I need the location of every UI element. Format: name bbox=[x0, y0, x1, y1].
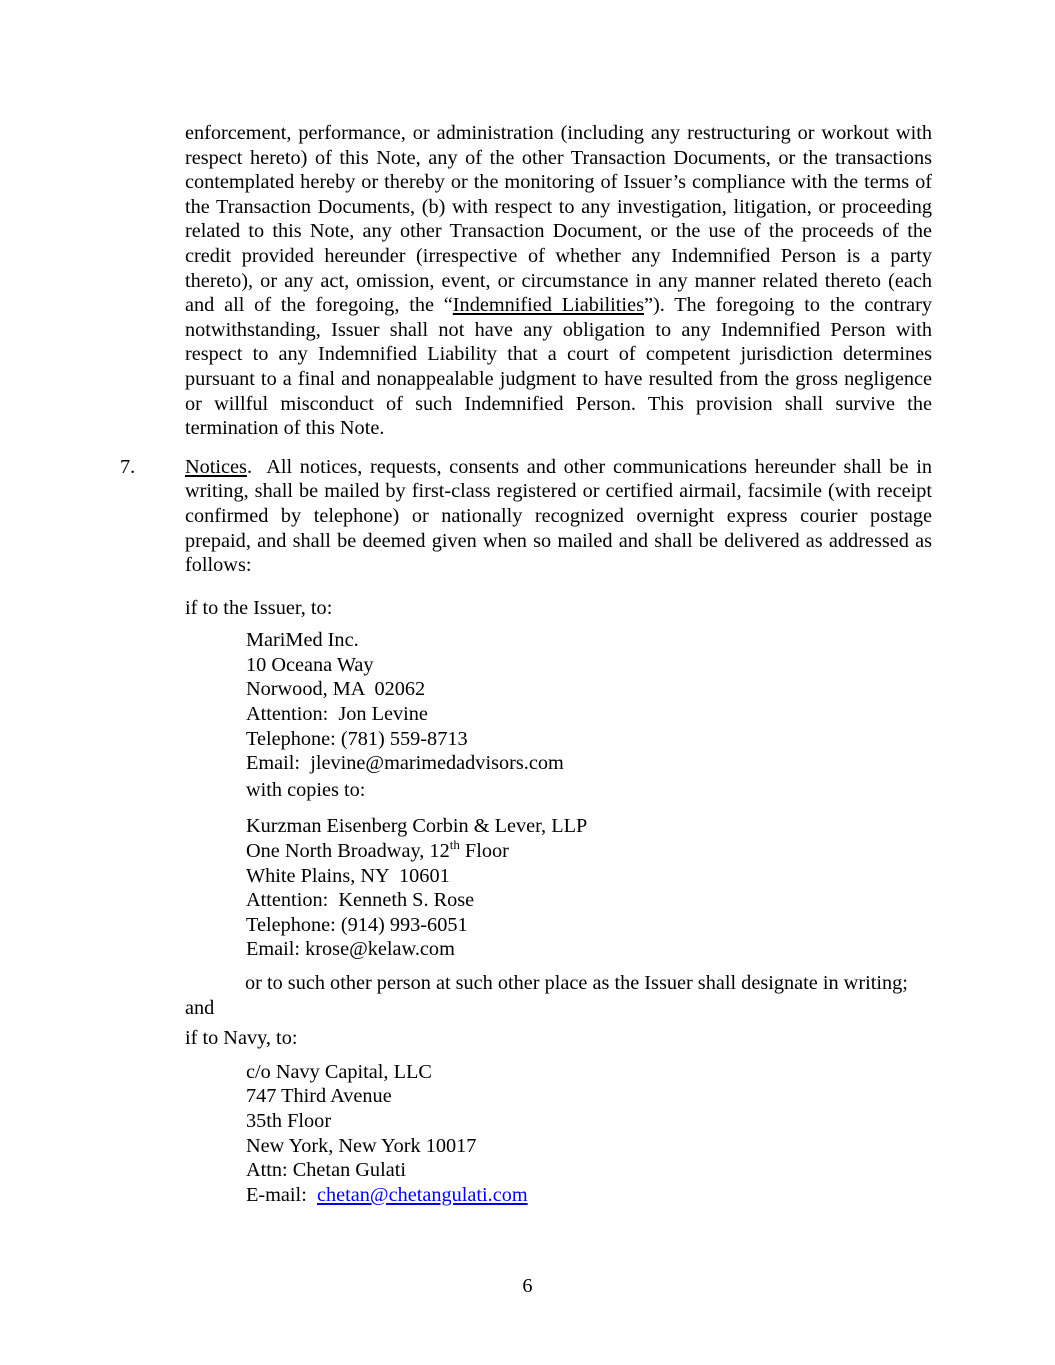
issuer-notice-intro: if to the Issuer, to: bbox=[185, 596, 333, 619]
copies-notice-intro: with copies to: bbox=[246, 778, 366, 801]
address-line: 10 Oceana Way bbox=[246, 653, 374, 676]
address-line: 747 Third Avenue bbox=[246, 1085, 392, 1108]
alternate-notice-line2: and bbox=[185, 996, 215, 1019]
address-line: Telephone: (914) 993-6051 bbox=[246, 913, 468, 936]
section-7-notices bbox=[120, 455, 938, 578]
alternate-notice-line1: or to such other person at such other place as the Issuer shall designate in writing; bbox=[245, 972, 908, 994]
address-line: Email: jlevine@marimedadvisors.com bbox=[246, 752, 564, 775]
address-line: White Plains, NY 10601 bbox=[246, 864, 450, 887]
notices-heading: Notices bbox=[185, 455, 247, 478]
issuer-address-block bbox=[246, 628, 932, 776]
address-line: 35th Floor bbox=[246, 1109, 332, 1132]
address-line: Email: krose@kelaw.com bbox=[246, 938, 455, 961]
email-label: E-mail: bbox=[246, 1183, 317, 1206]
alternate-notice-paragraph bbox=[185, 971, 932, 1020]
address-line: Attention: Jon Levine bbox=[246, 703, 428, 726]
indemnification-text-before: enforcement, performance, or administration (including any restructuring or workout with respect hereto) of this Note, any of the other Transaction Documents, or the transactions contemplated hereby or thereby or the monitoring of Issuer’s compliance with the terms of the Transaction Documents, (b) with respect to any investigation, litigation, or proceeding related to this Note, any other Transaction Document, or the use of the proceeds of the credit provided hereunder (irrespective of whether any Indemnified Person is a party thereto), or any act, omission, event, or circumstance in any manner related thereto (each and all of the foregoing, the “ bbox=[185, 122, 938, 317]
section-7-number: 7. bbox=[120, 455, 136, 478]
address-line-with-ordinal bbox=[246, 839, 932, 864]
page-content bbox=[120, 121, 938, 1207]
street-prefix: One North Broadway, 12 bbox=[246, 840, 450, 863]
navy-address-block bbox=[246, 1060, 932, 1208]
page-number: 6 bbox=[522, 1275, 533, 1297]
address-line: Attn: Chetan Gulati bbox=[246, 1159, 406, 1182]
indemnification-paragraph bbox=[185, 121, 938, 441]
address-line: New York, New York 10017 bbox=[246, 1134, 477, 1157]
address-line: c/o Navy Capital, LLC bbox=[246, 1060, 432, 1083]
address-line: MariMed Inc. bbox=[246, 629, 359, 652]
navy-notice-intro: if to Navy, to: bbox=[185, 1027, 298, 1050]
street-suffix: Floor bbox=[459, 840, 509, 863]
ordinal-superscript: th bbox=[449, 837, 460, 853]
email-line bbox=[246, 1183, 932, 1208]
indemnification-text-after: ”). The foregoing to the contrary notwithstanding, Issuer shall not have any obligation to any Indemnified Person with respect to any Indemnified Liability that a court of competent jurisdiction determines pursuant to a final and nonappealable judgment to have resulted from the gross negligence or willful misconduct of such Indemnified Person. This provision shall survive the termination of this Note. bbox=[185, 294, 938, 440]
address-line: Norwood, MA 02062 bbox=[246, 678, 426, 701]
address-line: Kurzman Eisenberg Corbin & Lever, LLP bbox=[246, 815, 588, 838]
address-line: Telephone: (781) 559-8713 bbox=[246, 727, 468, 750]
email-link[interactable]: chetan@chetangulati.com bbox=[316, 1183, 528, 1206]
address-line: Attention: Kenneth S. Rose bbox=[246, 889, 475, 912]
indemnified-liabilities-term: Indemnified Liabilities bbox=[452, 294, 644, 317]
notices-body: . All notices, requests, consents and other communications hereunder shall be in writing, shall be mailed by first-class registered or certified airmail, facsimile (with receipt confirmed by telephone) or nationally recognized overnight express courier postage prepaid, and shall be deemed given when so mailed and shall be delivered as addressed as follows: bbox=[185, 455, 938, 577]
counsel-address-block bbox=[246, 814, 932, 962]
